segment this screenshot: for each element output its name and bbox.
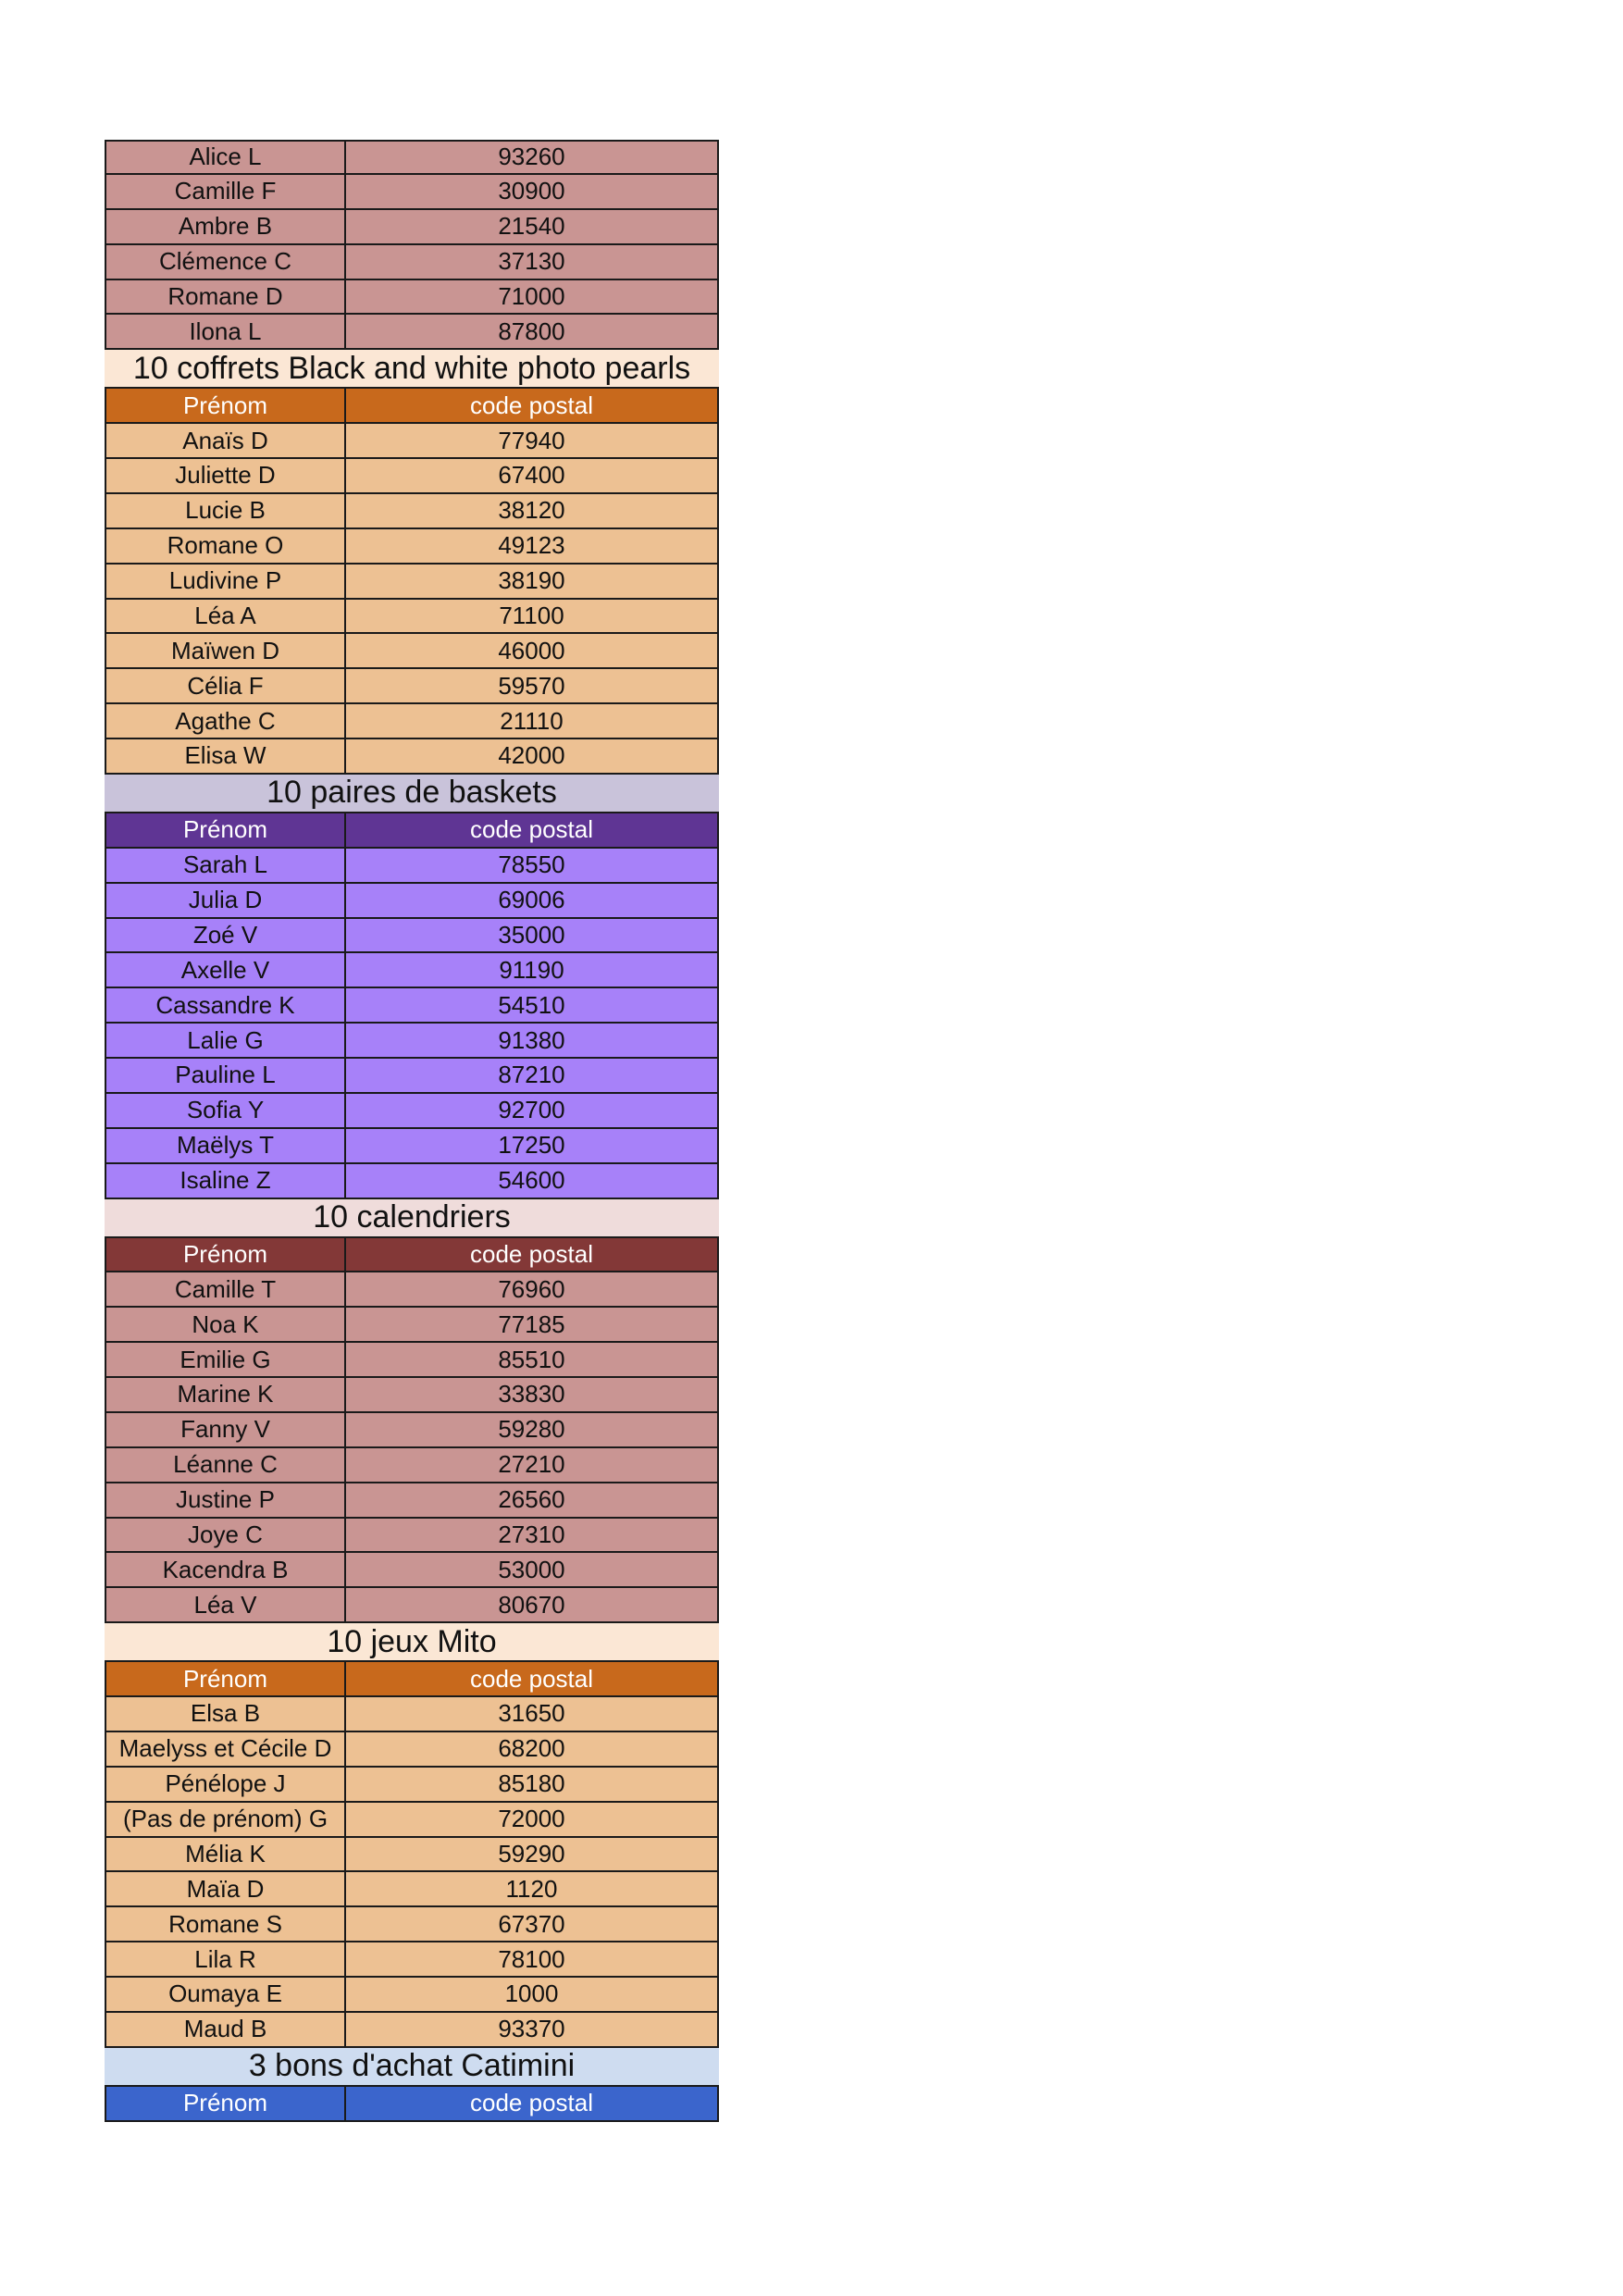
table-row — [105, 210, 719, 245]
first-name-cell: Célia F — [105, 667, 346, 704]
postal-code-cell: 87800 — [344, 313, 719, 350]
table-row — [105, 1343, 719, 1378]
table-row — [105, 988, 719, 1024]
table-row — [105, 1308, 719, 1343]
first-name-cell: Léa V — [105, 1586, 346, 1623]
postal-code-cell: 31650 — [344, 1695, 719, 1732]
prize-section — [105, 1198, 719, 1624]
first-name-cell: Oumaya E — [105, 1976, 346, 2013]
first-name-cell: Romane S — [105, 1905, 346, 1942]
postal-code-cell: 68200 — [344, 1731, 719, 1768]
first-name-cell: Kacendra B — [105, 1551, 346, 1588]
table-row — [105, 1732, 719, 1768]
table-row — [105, 600, 719, 635]
first-name-cell: Isaline Z — [105, 1162, 346, 1199]
table-row — [105, 704, 719, 739]
first-name-cell: Emilie G — [105, 1341, 346, 1378]
table-row — [105, 1588, 719, 1623]
table-row — [105, 669, 719, 704]
first-name-cell: Alice L — [105, 140, 346, 175]
table-row — [105, 953, 719, 988]
postal-code-cell: 91380 — [344, 1022, 719, 1059]
postal-code-cell: 27210 — [344, 1446, 719, 1483]
postal-code-cell: 78550 — [344, 847, 719, 884]
header-first-name: Prénom — [105, 812, 346, 849]
first-name-cell: Elsa B — [105, 1695, 346, 1732]
first-name-cell: (Pas de prénom) G — [105, 1801, 346, 1838]
postal-code-cell: 93370 — [344, 2011, 719, 2048]
postal-code-cell: 38190 — [344, 563, 719, 600]
header-row — [105, 1662, 719, 1697]
table-row — [105, 315, 719, 350]
postal-code-cell: 35000 — [344, 917, 719, 954]
table-row — [105, 245, 719, 280]
prize-section — [105, 773, 719, 1199]
table-row — [105, 1272, 719, 1308]
postal-code-cell: 38120 — [344, 492, 719, 529]
section-title: 10 coffrets Black and white photo pearls — [105, 348, 719, 389]
first-name-cell: Julia D — [105, 882, 346, 919]
header-row — [105, 1238, 719, 1273]
first-name-cell: Romane D — [105, 279, 346, 316]
postal-code-cell: 77185 — [344, 1306, 719, 1343]
first-name-cell: Romane O — [105, 527, 346, 565]
table-row — [105, 1094, 719, 1129]
first-name-cell: Ilona L — [105, 313, 346, 350]
postal-code-cell: 87210 — [344, 1057, 719, 1094]
postal-code-cell: 49123 — [344, 527, 719, 565]
table-row — [105, 1768, 719, 1803]
section-title: 10 calendriers — [105, 1198, 719, 1238]
first-name-cell: Pauline L — [105, 1057, 346, 1094]
table-row — [105, 140, 719, 175]
postal-code-cell: 53000 — [344, 1551, 719, 1588]
table-row — [105, 280, 719, 316]
postal-code-cell: 27310 — [344, 1517, 719, 1554]
first-name-cell: Pénélope J — [105, 1766, 346, 1803]
first-name-cell: Léa A — [105, 598, 346, 635]
postal-code-cell: 71100 — [344, 598, 719, 635]
table-row — [105, 1129, 719, 1164]
first-name-cell: Mélia K — [105, 1836, 346, 1873]
first-name-cell: Léanne C — [105, 1446, 346, 1483]
table-row — [105, 1697, 719, 1732]
postal-code-cell: 67400 — [344, 457, 719, 494]
postal-code-cell: 21110 — [344, 702, 719, 739]
table-row — [105, 1448, 719, 1483]
postal-code-cell: 37130 — [344, 243, 719, 280]
first-name-cell: Maëlys T — [105, 1127, 346, 1164]
table-row — [105, 529, 719, 565]
first-name-cell: Camille T — [105, 1271, 346, 1308]
header-postal-code: code postal — [344, 387, 719, 424]
table-row — [105, 1024, 719, 1059]
table-row — [105, 634, 719, 669]
first-name-cell: Camille F — [105, 173, 346, 210]
table-row — [105, 1164, 719, 1199]
header-row — [105, 389, 719, 424]
first-name-cell: Clémence C — [105, 243, 346, 280]
table-row — [105, 2013, 719, 2048]
section-title: 10 paires de baskets — [105, 773, 719, 813]
first-name-cell: Agathe C — [105, 702, 346, 739]
first-name-cell: Anaïs D — [105, 422, 346, 459]
postal-code-cell: 85510 — [344, 1341, 719, 1378]
table-row — [105, 1942, 719, 1978]
postal-code-cell: 67370 — [344, 1905, 719, 1942]
first-name-cell: Lila R — [105, 1941, 346, 1978]
table-row — [105, 1907, 719, 1942]
postal-code-cell: 71000 — [344, 279, 719, 316]
postal-code-cell: 17250 — [344, 1127, 719, 1164]
header-first-name: Prénom — [105, 1236, 346, 1273]
table-row — [105, 494, 719, 529]
prize-section — [105, 2046, 719, 2122]
first-name-cell: Joye C — [105, 1517, 346, 1554]
postal-code-cell: 1120 — [344, 1870, 719, 1907]
first-name-cell: Axelle V — [105, 951, 346, 988]
postal-code-cell: 91190 — [344, 951, 719, 988]
table-row — [105, 424, 719, 459]
first-name-cell: Zoé V — [105, 917, 346, 954]
table-row — [105, 459, 719, 494]
first-name-cell: Lucie B — [105, 492, 346, 529]
table-row — [105, 175, 719, 210]
first-name-cell: Sofia Y — [105, 1092, 346, 1129]
table-row — [105, 849, 719, 884]
postal-code-cell: 59280 — [344, 1411, 719, 1448]
postal-code-cell: 59570 — [344, 667, 719, 704]
header-row — [105, 2087, 719, 2122]
first-name-cell: Cassandre K — [105, 987, 346, 1024]
table-row — [105, 565, 719, 600]
header-row — [105, 813, 719, 849]
first-name-cell: Juliette D — [105, 457, 346, 494]
table-row — [105, 1553, 719, 1588]
postal-code-cell: 77940 — [344, 422, 719, 459]
table-row — [105, 1059, 719, 1094]
postal-code-cell: 42000 — [344, 738, 719, 775]
postal-code-cell: 80670 — [344, 1586, 719, 1623]
postal-code-cell: 92700 — [344, 1092, 719, 1129]
table-row — [105, 1838, 719, 1873]
first-name-cell: Ludivine P — [105, 563, 346, 600]
postal-code-cell: 21540 — [344, 208, 719, 245]
table-row — [105, 1872, 719, 1907]
first-name-cell: Maelyss et Cécile D — [105, 1731, 346, 1768]
prize-section — [105, 348, 719, 775]
postal-code-cell: 1000 — [344, 1976, 719, 2013]
header-postal-code: code postal — [344, 812, 719, 849]
first-name-cell: Noa K — [105, 1306, 346, 1343]
first-name-cell: Marine K — [105, 1376, 346, 1413]
first-name-cell: Lalie G — [105, 1022, 346, 1059]
postal-code-cell: 54600 — [344, 1162, 719, 1199]
postal-code-cell: 59290 — [344, 1836, 719, 1873]
winners-sheet — [105, 140, 719, 2122]
postal-code-cell: 69006 — [344, 882, 719, 919]
postal-code-cell: 30900 — [344, 173, 719, 210]
header-first-name: Prénom — [105, 1660, 346, 1697]
postal-code-cell: 72000 — [344, 1801, 719, 1838]
section-title: 10 jeux Mito — [105, 1621, 719, 1662]
postal-code-cell: 85180 — [344, 1766, 719, 1803]
first-name-cell: Fanny V — [105, 1411, 346, 1448]
table-row — [105, 1803, 719, 1838]
table-row — [105, 1978, 719, 2013]
header-postal-code: code postal — [344, 2085, 719, 2122]
postal-code-cell: 33830 — [344, 1376, 719, 1413]
table-row — [105, 1413, 719, 1448]
postal-code-cell: 78100 — [344, 1941, 719, 1978]
header-first-name: Prénom — [105, 387, 346, 424]
table-row — [105, 1519, 719, 1554]
section-title: 3 bons d'achat Catimini — [105, 2046, 719, 2087]
table-row — [105, 919, 719, 954]
first-name-cell: Justine P — [105, 1482, 346, 1519]
first-name-cell: Maïa D — [105, 1870, 346, 1907]
header-first-name: Prénom — [105, 2085, 346, 2122]
table-row — [105, 1483, 719, 1519]
first-name-cell: Maïwen D — [105, 632, 346, 669]
header-postal-code: code postal — [344, 1660, 719, 1697]
header-postal-code: code postal — [344, 1236, 719, 1273]
first-name-cell: Ambre B — [105, 208, 346, 245]
prize-section — [105, 140, 719, 350]
table-row — [105, 884, 719, 919]
table-row — [105, 739, 719, 775]
first-name-cell: Sarah L — [105, 847, 346, 884]
postal-code-cell: 46000 — [344, 632, 719, 669]
table-row — [105, 1378, 719, 1413]
postal-code-cell: 93260 — [344, 140, 719, 175]
first-name-cell: Elisa W — [105, 738, 346, 775]
first-name-cell: Maud B — [105, 2011, 346, 2048]
postal-code-cell: 76960 — [344, 1271, 719, 1308]
postal-code-cell: 54510 — [344, 987, 719, 1024]
postal-code-cell: 26560 — [344, 1482, 719, 1519]
prize-section — [105, 1621, 719, 2048]
